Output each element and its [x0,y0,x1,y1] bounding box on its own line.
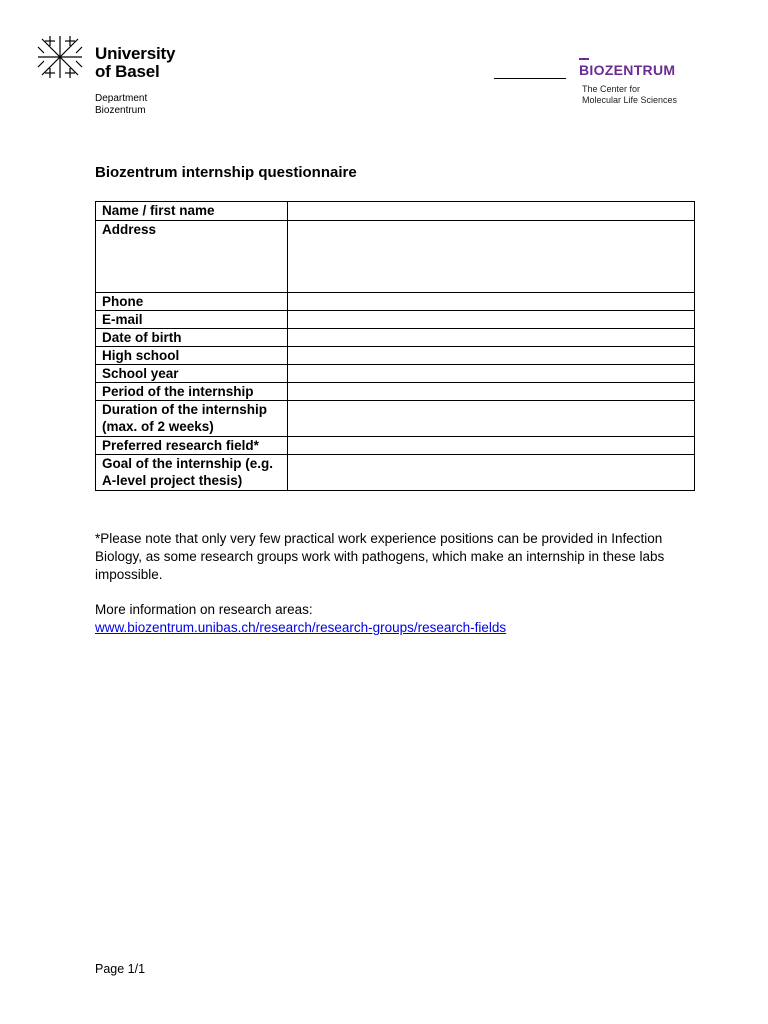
row-label [96,455,288,491]
row-label-text: A-level project thesis) [102,473,243,488]
row-label-text: Goal of the internship (e.g. [102,456,274,471]
row-label-text: Address [102,222,157,237]
biozentrum-logo-text: BIOZENTRUM [579,62,676,78]
phone-field[interactable] [288,293,695,311]
row-label [96,329,288,347]
university-name [95,45,175,81]
table-row [96,437,695,455]
table-row [96,401,695,437]
research-field-field[interactable] [288,437,695,455]
table-row [96,329,695,347]
row-label-text: Name / first name [102,203,215,218]
internship-duration-field[interactable] [288,401,695,437]
table-row [96,347,695,365]
row-label [96,401,288,437]
table-row [96,221,695,293]
questionnaire-table [95,201,695,491]
table-row [96,311,695,329]
table-row [96,293,695,311]
biozentrum-tagline-line2: Molecular Life Sciences [582,95,678,105]
department-line2: Biozentrum [95,105,146,116]
department-name [95,93,147,117]
row-label-text: Period of the internship [102,384,254,399]
row-label-text: Preferred research field* [102,438,259,453]
high-school-field[interactable] [288,347,695,365]
infection-biology-note [95,530,715,584]
school-year-field[interactable] [288,365,695,383]
row-label-text: High school [102,348,180,363]
department-line1: Department [95,93,148,104]
address-field[interactable] [288,221,695,293]
university-name-line2: of Basel [95,62,160,81]
row-label-text: (max. of 2 weeks) [102,419,214,434]
row-label [96,347,288,365]
biozentrum-accent-bar [579,58,589,60]
header-rule [494,78,566,79]
row-label [96,202,288,221]
table-row [96,365,695,383]
more-information-label: More information on research areas: [95,602,313,617]
date-of-birth-field[interactable] [288,329,695,347]
table-row [96,383,695,401]
university-name-line1: University [95,44,176,63]
row-label-text: Duration of the internship [102,402,267,417]
row-label-text: School year [102,366,179,381]
internship-goal-field[interactable] [288,455,695,491]
more-information [95,601,715,637]
table-row [96,455,695,491]
row-label-text: Date of birth [102,330,182,345]
internship-period-field[interactable] [288,383,695,401]
row-label-text: E-mail [102,312,143,327]
row-label [96,383,288,401]
table-row [96,202,695,221]
row-label [96,365,288,383]
note-line: Biology, as some research groups work with pathogens, which make an internship in these labs [95,549,665,564]
note-line: impossible. [95,567,163,582]
row-label-text: Phone [102,294,144,309]
row-label [96,311,288,329]
row-label [96,293,288,311]
email-field[interactable] [288,311,695,329]
biozentrum-tagline [582,84,677,106]
note-line: *Please note that only very few practical work experience positions can be provided in Infection [95,531,663,546]
document-title: Biozentrum internship questionnaire [95,164,357,181]
research-fields-link[interactable]: www.biozentrum.unibas.ch/research/research-groups/research-fields [95,620,507,635]
name-field[interactable] [288,202,695,221]
row-label [96,221,288,293]
row-label [96,437,288,455]
university-of-basel-logo-icon [36,34,84,80]
page-number: Page 1/1 [95,962,146,976]
biozentrum-tagline-line1: The Center for [582,84,641,94]
